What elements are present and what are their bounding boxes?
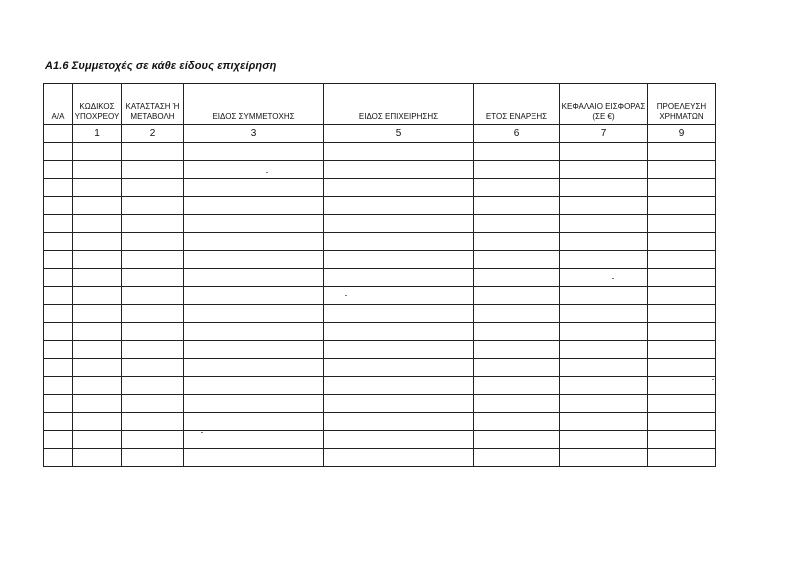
cell-katastasi[interactable]: [122, 197, 184, 215]
scan-speck: [266, 172, 268, 173]
cell-aa[interactable]: [44, 395, 73, 413]
cell-katastasi[interactable]: [122, 179, 184, 197]
cell-eidos-epixeirisis[interactable]: [324, 395, 474, 413]
cell-proeleusi[interactable]: [648, 287, 716, 305]
cell-katastasi[interactable]: [122, 161, 184, 179]
cell-kodikos[interactable]: [73, 179, 122, 197]
table-row: [44, 431, 716, 449]
cell-aa[interactable]: [44, 287, 73, 305]
cell-eidos-epixeirisis[interactable]: [324, 431, 474, 449]
cell-etos-enarxis[interactable]: [474, 269, 560, 287]
cell-aa[interactable]: [44, 413, 73, 431]
cell-aa[interactable]: [44, 359, 73, 377]
cell-kefalaio[interactable]: [560, 197, 648, 215]
cell-proeleusi[interactable]: [648, 431, 716, 449]
cell-aa[interactable]: [44, 377, 73, 395]
cell-katastasi[interactable]: [122, 359, 184, 377]
table-row: [44, 233, 716, 251]
cell-etos-enarxis[interactable]: [474, 197, 560, 215]
header-etos-enarxis: ΕΤΟΣ ΕΝΑΡΞΗΣ: [474, 84, 560, 125]
scan-speck: [612, 278, 614, 279]
cell-katastasi[interactable]: [122, 449, 184, 467]
cell-aa[interactable]: [44, 269, 73, 287]
cell-kodikos[interactable]: [73, 449, 122, 467]
cell-kefalaio[interactable]: [560, 215, 648, 233]
cell-katastasi[interactable]: [122, 251, 184, 269]
cell-kodikos[interactable]: [73, 323, 122, 341]
cell-kodikos[interactable]: [73, 143, 122, 161]
cell-proeleusi[interactable]: [648, 449, 716, 467]
column-number-row: [44, 125, 716, 143]
table-row: [44, 287, 716, 305]
cell-eidos-symmetoxis[interactable]: [184, 179, 324, 197]
cell-kefalaio[interactable]: [560, 179, 648, 197]
cell-katastasi[interactable]: [122, 287, 184, 305]
cell-katastasi[interactable]: [122, 395, 184, 413]
cell-kefalaio[interactable]: [560, 323, 648, 341]
cell-kefalaio[interactable]: [560, 377, 648, 395]
cell-kodikos[interactable]: [73, 233, 122, 251]
cell-eidos-epixeirisis[interactable]: [324, 305, 474, 323]
cell-kefalaio[interactable]: [560, 305, 648, 323]
cell-eidos-symmetoxis[interactable]: [184, 341, 324, 359]
cell-eidos-symmetoxis[interactable]: [184, 269, 324, 287]
cell-katastasi[interactable]: [122, 413, 184, 431]
cell-eidos-symmetoxis[interactable]: [184, 431, 324, 449]
cell-etos-enarxis[interactable]: [474, 413, 560, 431]
table-row: [44, 413, 716, 431]
cell-kefalaio[interactable]: [560, 341, 648, 359]
cell-eidos-symmetoxis[interactable]: [184, 197, 324, 215]
cell-proeleusi[interactable]: [648, 197, 716, 215]
cell-etos-enarxis[interactable]: [474, 215, 560, 233]
cell-proeleusi[interactable]: [648, 305, 716, 323]
cell-eidos-symmetoxis[interactable]: [184, 305, 324, 323]
cell-kodikos[interactable]: [73, 413, 122, 431]
cell-eidos-epixeirisis[interactable]: [324, 161, 474, 179]
table-row: [44, 251, 716, 269]
cell-proeleusi[interactable]: [648, 215, 716, 233]
cell-aa[interactable]: [44, 431, 73, 449]
cell-kefalaio[interactable]: [560, 431, 648, 449]
table-body: [44, 143, 716, 467]
cell-katastasi[interactable]: [122, 269, 184, 287]
cell-proeleusi[interactable]: [648, 341, 716, 359]
cell-kodikos[interactable]: [73, 395, 122, 413]
cell-eidos-symmetoxis[interactable]: [184, 251, 324, 269]
cell-katastasi[interactable]: [122, 215, 184, 233]
header-proeleusi: ΠΡΟΕΛΕΥΣΗ ΧΡΗΜΑΤΩΝ: [648, 84, 716, 125]
header-kodikos: ΚΩΔΙΚΟΣ ΥΠΟΧΡΕΟΥ: [73, 84, 122, 125]
cell-kodikos[interactable]: [73, 377, 122, 395]
table-row: [44, 161, 716, 179]
cell-etos-enarxis[interactable]: [474, 449, 560, 467]
number-katastasi: 2: [122, 125, 184, 143]
cell-kodikos[interactable]: [73, 359, 122, 377]
table-row: [44, 269, 716, 287]
table-row: [44, 323, 716, 341]
cell-kefalaio[interactable]: [560, 413, 648, 431]
cell-etos-enarxis[interactable]: [474, 179, 560, 197]
cell-kodikos[interactable]: [73, 431, 122, 449]
cell-proeleusi[interactable]: [648, 323, 716, 341]
cell-aa[interactable]: [44, 341, 73, 359]
cell-kodikos[interactable]: [73, 269, 122, 287]
cell-katastasi[interactable]: [122, 305, 184, 323]
cell-proeleusi[interactable]: [648, 413, 716, 431]
number-kodikos: 1: [73, 125, 122, 143]
cell-proeleusi[interactable]: [648, 233, 716, 251]
form-section-title: Α1.6 Συμμετοχές σε κάθε είδους επιχείρηση: [45, 60, 277, 72]
table-row: [44, 377, 716, 395]
cell-eidos-symmetoxis[interactable]: [184, 377, 324, 395]
cell-eidos-epixeirisis[interactable]: [324, 449, 474, 467]
table-row: [44, 449, 716, 467]
header-katastasi: ΚΑΤΑΣΤΑΣΗ Ή ΜΕΤΑΒΟΛΗ: [122, 84, 184, 125]
cell-kefalaio[interactable]: [560, 161, 648, 179]
cell-kefalaio[interactable]: [560, 287, 648, 305]
cell-aa[interactable]: [44, 215, 73, 233]
cell-aa[interactable]: [44, 197, 73, 215]
cell-etos-enarxis[interactable]: [474, 341, 560, 359]
number-kefalaio: 7: [560, 125, 648, 143]
cell-eidos-symmetoxis[interactable]: [184, 449, 324, 467]
scan-speck: [345, 295, 347, 296]
cell-katastasi[interactable]: [122, 431, 184, 449]
cell-etos-enarxis[interactable]: [474, 305, 560, 323]
cell-eidos-epixeirisis[interactable]: [324, 179, 474, 197]
cell-etos-enarxis[interactable]: [474, 377, 560, 395]
table-row: [44, 143, 716, 161]
cell-eidos-symmetoxis[interactable]: [184, 161, 324, 179]
number-eidos-symmetoxis: 3: [184, 125, 324, 143]
cell-eidos-symmetoxis[interactable]: [184, 287, 324, 305]
cell-kodikos[interactable]: [73, 215, 122, 233]
scan-speck: [201, 432, 203, 433]
header-kefalaio: ΚΕΦΑΛΑΙΟ ΕΙΣΦΟΡΑΣ (ΣΕ €): [560, 84, 648, 125]
cell-proeleusi[interactable]: [648, 251, 716, 269]
cell-kodikos[interactable]: [73, 161, 122, 179]
cell-eidos-epixeirisis[interactable]: [324, 233, 474, 251]
cell-etos-enarxis[interactable]: [474, 287, 560, 305]
cell-kefalaio[interactable]: [560, 359, 648, 377]
cell-kodikos[interactable]: [73, 197, 122, 215]
cell-katastasi[interactable]: [122, 143, 184, 161]
number-eidos-epixeirisis: 5: [324, 125, 474, 143]
cell-proeleusi[interactable]: [648, 377, 716, 395]
cell-proeleusi[interactable]: [648, 359, 716, 377]
scan-speck: [712, 379, 714, 380]
cell-eidos-epixeirisis[interactable]: [324, 197, 474, 215]
header-eidos-epixeirisis: ΕΙΔΟΣ ΕΠΙΧΕΙΡΗΣΗΣ: [324, 84, 474, 125]
cell-kodikos[interactable]: [73, 305, 122, 323]
table-row: [44, 395, 716, 413]
cell-etos-enarxis[interactable]: [474, 161, 560, 179]
cell-aa[interactable]: [44, 233, 73, 251]
table-row: [44, 215, 716, 233]
cell-kodikos[interactable]: [73, 287, 122, 305]
cell-proeleusi[interactable]: [648, 395, 716, 413]
table-row: [44, 305, 716, 323]
table-row: [44, 179, 716, 197]
cell-proeleusi[interactable]: [648, 179, 716, 197]
cell-etos-enarxis[interactable]: [474, 143, 560, 161]
cell-kefalaio[interactable]: [560, 269, 648, 287]
header-row: [44, 84, 716, 125]
cell-eidos-epixeirisis[interactable]: [324, 269, 474, 287]
cell-kodikos[interactable]: [73, 251, 122, 269]
cell-etos-enarxis[interactable]: [474, 431, 560, 449]
table-row: [44, 341, 716, 359]
cell-etos-enarxis[interactable]: [474, 323, 560, 341]
cell-eidos-epixeirisis[interactable]: [324, 251, 474, 269]
cell-eidos-symmetoxis[interactable]: [184, 215, 324, 233]
cell-eidos-epixeirisis[interactable]: [324, 413, 474, 431]
cell-eidos-epixeirisis[interactable]: [324, 143, 474, 161]
cell-eidos-symmetoxis[interactable]: [184, 395, 324, 413]
cell-katastasi[interactable]: [122, 377, 184, 395]
cell-eidos-symmetoxis[interactable]: [184, 143, 324, 161]
cell-proeleusi[interactable]: [648, 143, 716, 161]
cell-katastasi[interactable]: [122, 233, 184, 251]
cell-katastasi[interactable]: [122, 323, 184, 341]
cell-etos-enarxis[interactable]: [474, 233, 560, 251]
cell-proeleusi[interactable]: [648, 269, 716, 287]
cell-etos-enarxis[interactable]: [474, 359, 560, 377]
cell-eidos-epixeirisis[interactable]: [324, 377, 474, 395]
cell-proeleusi[interactable]: [648, 161, 716, 179]
cell-kefalaio[interactable]: [560, 449, 648, 467]
cell-eidos-epixeirisis[interactable]: [324, 323, 474, 341]
table-row: [44, 359, 716, 377]
cell-eidos-epixeirisis[interactable]: [324, 359, 474, 377]
cell-eidos-symmetoxis[interactable]: [184, 359, 324, 377]
cell-eidos-epixeirisis[interactable]: [324, 215, 474, 233]
cell-etos-enarxis[interactable]: [474, 395, 560, 413]
header-aa: Α/Α: [44, 84, 73, 125]
cell-aa[interactable]: [44, 323, 73, 341]
cell-aa[interactable]: [44, 161, 73, 179]
cell-aa[interactable]: [44, 305, 73, 323]
cell-eidos-symmetoxis[interactable]: [184, 323, 324, 341]
number-etos-enarxis: 6: [474, 125, 560, 143]
table-row: [44, 197, 716, 215]
cell-kefalaio[interactable]: [560, 143, 648, 161]
cell-kefalaio[interactable]: [560, 233, 648, 251]
cell-eidos-symmetoxis[interactable]: [184, 233, 324, 251]
cell-aa[interactable]: [44, 449, 73, 467]
cell-etos-enarxis[interactable]: [474, 251, 560, 269]
cell-aa[interactable]: [44, 179, 73, 197]
header-eidos-symmetoxis: ΕΙΔΟΣ ΣΥΜΜΕΤΟΧΗΣ: [184, 84, 324, 125]
cell-aa[interactable]: [44, 251, 73, 269]
cell-kodikos[interactable]: [73, 341, 122, 359]
cell-eidos-epixeirisis[interactable]: [324, 341, 474, 359]
cell-aa[interactable]: [44, 143, 73, 161]
number-proeleusi: 9: [648, 125, 716, 143]
cell-katastasi[interactable]: [122, 341, 184, 359]
cell-kefalaio[interactable]: [560, 251, 648, 269]
cell-kefalaio[interactable]: [560, 395, 648, 413]
cell-eidos-symmetoxis[interactable]: [184, 413, 324, 431]
participations-table: [43, 83, 716, 467]
number-aa: [44, 125, 73, 143]
